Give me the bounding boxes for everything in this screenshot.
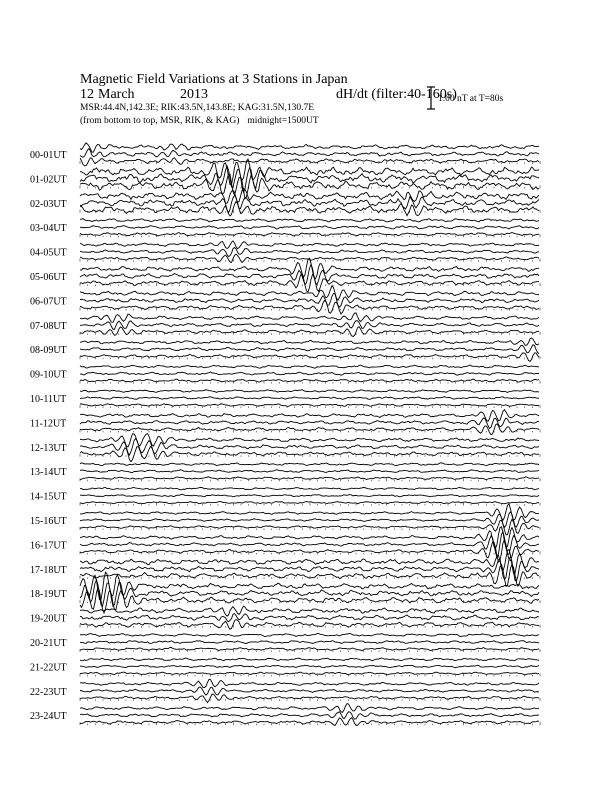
trace-MSR: [80, 446, 539, 461]
trace-MSR: [80, 404, 539, 407]
row-11-12UT: [30, 410, 540, 435]
trace-KAG: [80, 487, 539, 489]
trace-RIK: [80, 248, 539, 257]
row-20-21UT: [30, 633, 540, 652]
trace-RIK: [80, 226, 539, 229]
trace-KAG: [80, 504, 539, 520]
row-label: 11-12UT: [30, 418, 67, 430]
row-label: 23-24UT: [30, 711, 67, 723]
row-label: 02-03UT: [30, 198, 67, 210]
minute-ticks: [80, 307, 540, 310]
row-01-02UT: [30, 159, 540, 199]
trace-MSR: [80, 519, 539, 534]
trace-RIK: [80, 494, 539, 496]
trace-MSR: [80, 647, 539, 650]
row-label: 08-09UT: [30, 345, 67, 357]
row-label: 12-13UT: [30, 442, 67, 454]
row-label: 21-22UT: [30, 662, 67, 674]
trace-KAG: [80, 313, 539, 322]
scale-label: 1.00 nT at T=80s: [438, 94, 504, 104]
trace-MSR: [80, 477, 539, 480]
row-label: 20-21UT: [30, 638, 67, 649]
row-05-06UT: [30, 258, 540, 292]
trace-MSR: [80, 539, 539, 562]
station-coordinates: MSR:44.4N,142.3E; RIK:43.5N,143.8E; KAG:31.5N,130.7E: [80, 103, 315, 113]
row-label: 06-07UT: [30, 296, 67, 308]
row-label: 15-16UT: [30, 516, 67, 527]
trace-KAG: [80, 633, 539, 636]
date-year: 2013: [180, 87, 208, 102]
row-12-13UT: [30, 434, 540, 462]
trace-MSR: [80, 353, 539, 361]
row-07-08UT: [30, 313, 540, 337]
trace-RIK: [80, 397, 539, 400]
trace-RIK: [80, 665, 539, 668]
row-label: 19-20UT: [30, 613, 67, 625]
trace-RIK: [80, 345, 539, 354]
row-label: 13-14UT: [30, 467, 67, 479]
row-label: 10-11UT: [30, 394, 67, 405]
row-label: 17-18UT: [30, 564, 67, 576]
trace-MSR: [80, 300, 539, 314]
trace-KAG: [80, 658, 539, 661]
row-label: 16-17UT: [30, 540, 67, 552]
trace-KAG: [80, 606, 539, 616]
trace-MSR: [80, 233, 539, 236]
row-21-22UT: [30, 658, 540, 676]
trace-KAG: [80, 338, 539, 346]
minute-ticks: [80, 381, 540, 384]
trace-MSR: [80, 620, 539, 630]
trace-RIK: [80, 321, 539, 330]
row-00-01UT: [30, 143, 540, 166]
trace-MSR: [80, 694, 539, 702]
row-label: 04-05UT: [30, 247, 67, 259]
station-order-note: (from bottom to top, MSR, RIK, & KAG): [80, 116, 240, 126]
trace-RIK: [80, 641, 539, 644]
trace-RIK: [80, 293, 539, 307]
row-14-15UT: [30, 487, 540, 505]
trace-MSR: [80, 158, 539, 166]
minute-ticks: [80, 283, 540, 286]
row-17-18UT: [30, 550, 540, 587]
row-08-09UT: [30, 338, 540, 361]
row-02-03UT: [30, 188, 540, 216]
trace-RIK: [80, 712, 539, 719]
row-16-17UT: [30, 527, 540, 562]
trace-RIK: [80, 196, 539, 213]
row-label: 01-02UT: [30, 174, 67, 186]
row-label: 05-06UT: [30, 272, 67, 283]
trace-KAG: [80, 463, 539, 466]
row-label: 18-19UT: [30, 589, 67, 601]
minute-ticks: [80, 210, 540, 213]
trace-RIK: [80, 418, 539, 429]
chart-title: Magnetic Field Variations at 3 Stations in Japan: [80, 72, 348, 87]
trace-KAG: [80, 143, 539, 152]
minute-ticks: [80, 722, 540, 725]
row-13-14UT: [30, 463, 540, 481]
trace-KAG: [80, 679, 539, 687]
minute-ticks: [80, 161, 540, 164]
quantity-label: dH/dt (filter:40-160s): [336, 87, 457, 102]
row-label: 14-15UT: [30, 491, 67, 503]
row-15-16UT: [30, 504, 540, 535]
trace-RIK: [80, 149, 539, 158]
trace-KAG: [80, 390, 539, 393]
minute-ticks: [80, 405, 540, 408]
trace-MSR: [80, 274, 539, 292]
trace-RIK: [80, 372, 539, 375]
row-label: 00-01UT: [30, 150, 67, 161]
row-03-04UT: [30, 219, 540, 238]
trace-KAG: [80, 410, 539, 422]
trace-KAG: [80, 241, 539, 249]
date-day: 12: [80, 87, 94, 102]
minute-ticks: [80, 478, 540, 481]
trace-KAG: [80, 219, 539, 222]
trace-MSR: [80, 672, 539, 675]
trace-KAG: [80, 365, 539, 368]
trace-MSR: [80, 424, 539, 435]
row-19-20UT: [30, 606, 540, 629]
minute-ticks: [80, 234, 540, 237]
row-10-11UT: [30, 390, 540, 408]
trace-RIK: [80, 614, 539, 622]
row-label: 22-23UT: [30, 686, 67, 698]
row-label: 07-08UT: [30, 320, 67, 332]
trace-KAG: [80, 704, 539, 713]
midnight-note: midnight=1500UT: [247, 116, 319, 126]
trace-RIK: [80, 687, 539, 695]
row-22-23UT: [30, 679, 540, 702]
trace-MSR: [80, 587, 539, 613]
row-23-24UT: [30, 704, 540, 726]
trace-MSR: [80, 327, 539, 337]
row-label: 09-10UT: [30, 369, 67, 381]
trace-MSR: [80, 564, 539, 586]
row-label: 03-04UT: [30, 223, 67, 235]
row-09-10UT: [30, 365, 540, 384]
trace-MSR: [80, 502, 539, 504]
date-month: March: [98, 87, 135, 102]
row-06-07UT: [30, 286, 540, 314]
trace-RIK: [80, 470, 539, 473]
trace-MSR: [80, 379, 539, 382]
row-04-05UT: [30, 241, 540, 263]
minute-ticks: [80, 527, 540, 530]
